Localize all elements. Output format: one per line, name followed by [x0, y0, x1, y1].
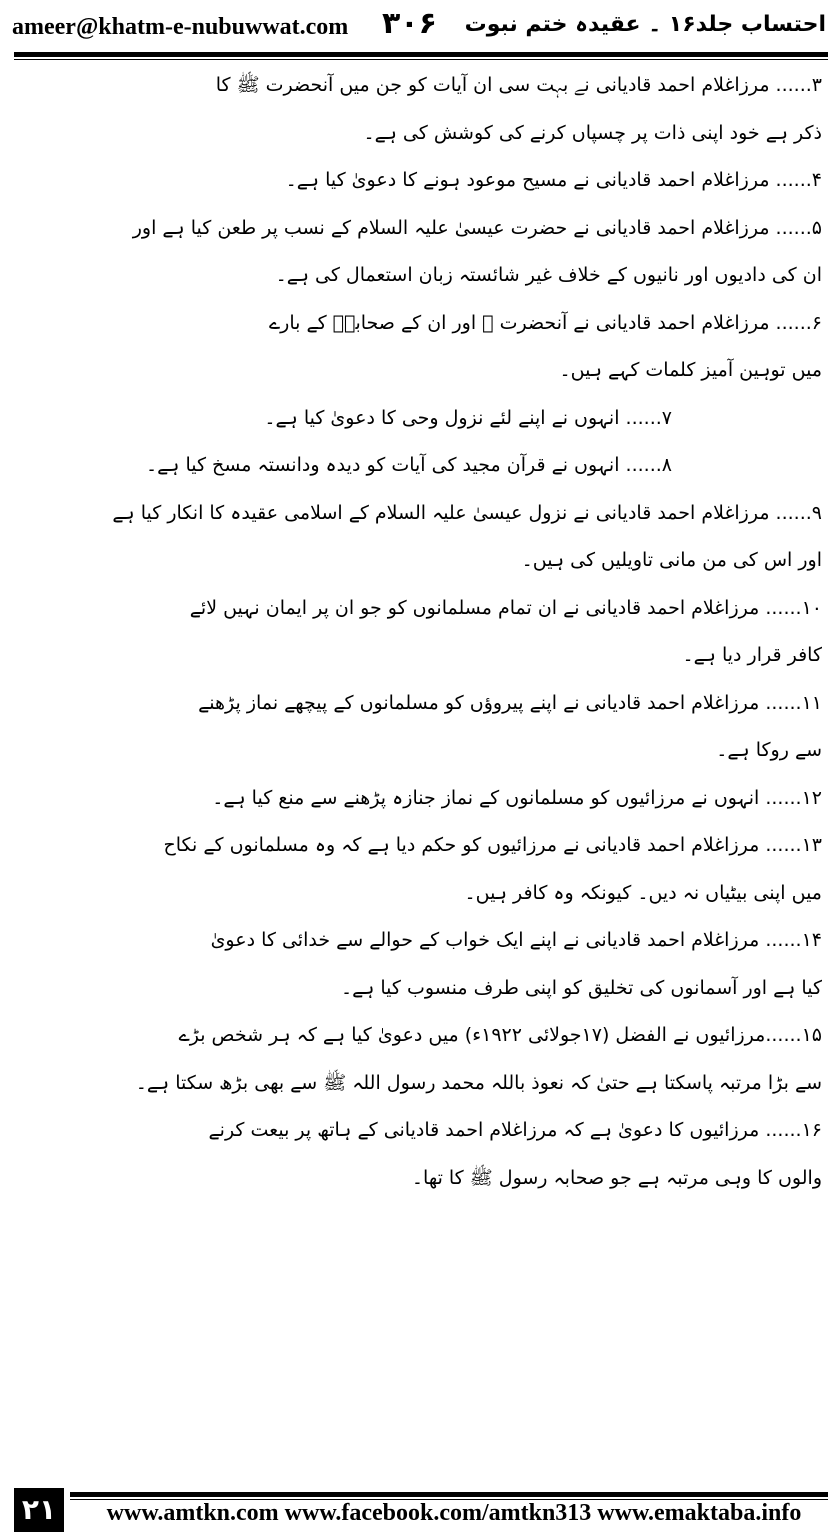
text-line: ۷...... انہوں نے اپنے لئے نزول وحی کا دعویٰ کیا ہے۔ [264, 406, 672, 429]
text-line: ۱۵......مرزائیوں نے الفضل (۱۷جولائی ۱۹۲۲ء) میں دعویٰ کیا ہے کہ ہر شخص بڑے [178, 1024, 822, 1046]
text-line: اور اس کی من مانی تاویلیں کی ہیں۔ [521, 549, 822, 571]
text-line: ۱۴...... مرزاغلام احمد قادیانی نے اپنے ایک خواب کے حوالے سے خدائی کا دعویٰ [210, 929, 822, 951]
text-line: ۴...... مرزاغلام احمد قادیانی نے مسیح موعود ہونے کا دعویٰ کیا ہے۔ [285, 169, 822, 191]
footer-rule-thick [70, 1492, 828, 1497]
page-body [20, 62, 822, 1470]
text-line: کافر قرار دیا ہے۔ [682, 644, 822, 666]
text-line: کیا ہے اور آسمانوں کی تخلیق کو اپنی طرف منسوب کیا ہے۔ [340, 976, 822, 999]
header-rule-thick [14, 52, 828, 57]
text-line: ۹...... مرزاغلام احمد قادیانی نے نزول عیسیٰ علیہ السلام کے اسلامی عقیدہ کا انکار کیا ہے [112, 501, 822, 524]
text-line: ذکر ہے خود اپنی ذات پر چسپاں کرنے کی کوشش کی ہے۔ [363, 121, 822, 144]
text-line: ۱۱...... مرزاغلام احمد قادیانی نے اپنے پیروؤں کو مسلمانوں کے پیچھے نماز پڑھنے [198, 691, 822, 714]
text-line: ۸...... انہوں نے قرآن مجید کی آیات کو دیدہ ودانستہ مسخ کیا ہے۔ [146, 454, 672, 476]
text-line: ۱۰...... مرزاغلام احمد قادیانی نے ان تمام مسلمانوں کو جو ان پر ایمان نہیں لائے [189, 596, 822, 619]
text-line: ۱۳...... مرزاغلام احمد قادیانی نے مرزائیوں کو حکم دیا ہے کہ وہ مسلمانوں کے نکاح [163, 834, 822, 856]
text-line: ۳...... مرزاغلام احمد قادیانی نے بہت سی ان آیات کو جن میں آنحضرت ﷺ کا [215, 74, 822, 96]
text-line: ۱۲...... انہوں نے مرزائیوں کو مسلمانوں کے نماز جنازہ پڑھنے سے منع کیا ہے۔ [212, 786, 822, 809]
text-line: ۱۶...... مرزائیوں کا دعویٰ ہے کہ مرزاغلام احمد قادیانی کے ہاتھ پر بیعت کرنے [208, 1119, 822, 1141]
header-book-title: احتساب جلد۱۶ ۔ عقیدہ ختم نبوت [464, 12, 826, 37]
text-line: میں توہین آمیز کلمات کہے ہیں۔ [559, 359, 822, 381]
page-header [0, 0, 840, 52]
header-rule-thin [14, 59, 828, 60]
footer-urls: www.amtkn.com www.facebook.com/amtkn313 www.emaktaba.info [106, 1500, 802, 1526]
text-line: ان کی دادیوں اور نانیوں کے خلاف غیر شائستہ زبان استعمال کی ہے۔ [275, 264, 822, 286]
text-line: سے روکا ہے۔ [716, 739, 822, 761]
text-line: سے بڑا مرتبہ پاسکتا ہے حتیٰ کہ نعوذ باللہ محمد رسول اللہ ﷺ سے بھی بڑھ سکتا ہے۔ [135, 1071, 822, 1094]
text-line: ۶...... مرزاغلام احمد قادیانی نے آنحضرت ﷺ اور ان کے صحابہؓ کے بارے [269, 311, 822, 334]
footer-page-number: ۲۱ [14, 1488, 64, 1532]
text-line: میں اپنی بیٹیاں نہ دیں۔ کیونکہ وہ کافر ہیں۔ [464, 881, 822, 904]
header-page-number: ۳۰۶ [382, 6, 437, 41]
header-email: ameer@khatm-e-nubuwwat.com [12, 14, 349, 40]
text-line: ۵...... مرزاغلام احمد قادیانی نے حضرت عیسیٰ علیہ السلام کے نسب پر طعن کیا ہے اور [132, 216, 822, 239]
text-line: والوں کا وہی مرتبہ ہے جو صحابہ رسول ﷺ کا تھا۔ [411, 1166, 822, 1189]
